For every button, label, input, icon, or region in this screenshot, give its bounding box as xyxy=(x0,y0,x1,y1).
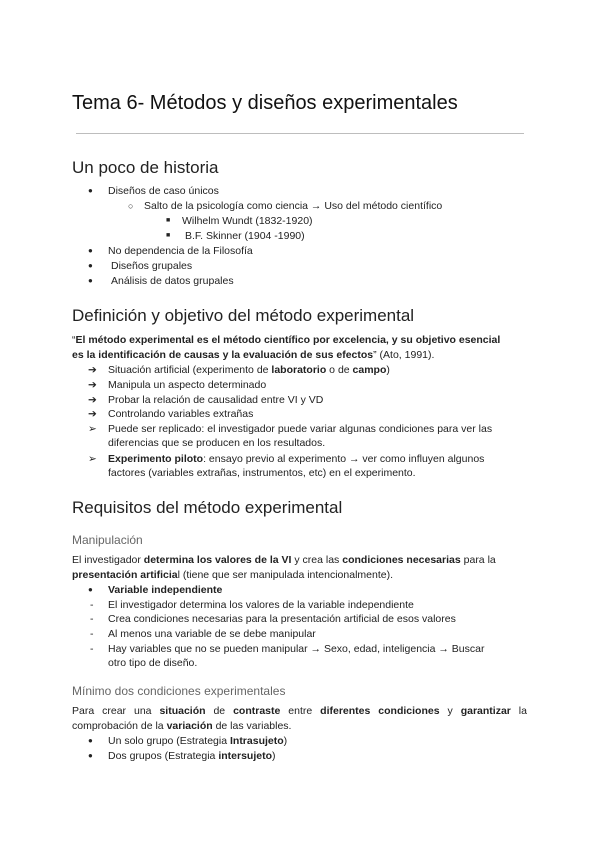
bullet-marker: ● xyxy=(88,585,93,594)
list-item: Dos grupos (Estrategia intersujeto) xyxy=(108,750,276,762)
list-item: Crea condiciones necesarias para la presentación artificial de esos valores xyxy=(108,613,456,625)
bullet-marker: ● xyxy=(88,261,93,270)
list-item: No dependencia de la Filosofía xyxy=(108,245,253,257)
bullet-marker: ● xyxy=(88,276,93,285)
page-title: Tema 6- Métodos y diseños experimentales xyxy=(72,92,458,114)
list-item-continuation: otro tipo de diseño. xyxy=(108,657,198,669)
arrow-marker: ➔ xyxy=(88,394,97,406)
arrowhead-marker: ➢ xyxy=(88,423,97,435)
section-heading-historia: Un poco de historia xyxy=(72,158,219,177)
list-item: Wilhelm Wundt (1832-1920) xyxy=(182,215,313,227)
circle-marker: ○ xyxy=(128,201,134,211)
arrow-marker: ➔ xyxy=(88,364,97,376)
definition-quote-line2: es la identificación de causas y la evaluación de sus efectos” (Ato, 1991). xyxy=(72,349,435,361)
list-item-variable-independiente: Variable independiente xyxy=(108,584,223,596)
title-divider xyxy=(76,133,524,134)
dash-marker: - xyxy=(90,613,94,625)
square-marker: ■ xyxy=(166,217,171,224)
list-item: El investigador determina los valores de la variable independiente xyxy=(108,599,414,611)
list-item: Diseños de caso únicos xyxy=(108,185,219,197)
list-item: Probar la relación de causalidad entre VI y VD xyxy=(108,394,324,406)
bullet-marker: ● xyxy=(88,751,93,760)
arrowhead-marker: ➢ xyxy=(88,453,97,465)
arrow-marker: ➔ xyxy=(88,379,97,391)
list-item: Experimento piloto: ensayo previo al experimento → ver como influyen algunos xyxy=(108,453,485,465)
list-item-continuation: factores (variables extrañas, instrumentos, etc) en el experimento. xyxy=(108,467,416,479)
list-item: Hay variables que no se pueden manipular → Sexo, edad, inteligencia → Buscar xyxy=(108,643,485,655)
list-item: Situación artificial (experimento de laboratorio o de campo) xyxy=(108,364,390,376)
arrow-marker: ➔ xyxy=(88,408,97,420)
list-item-continuation: diferencias que se producen en los resultados. xyxy=(108,437,326,449)
bullet-marker: ● xyxy=(88,736,93,745)
section-heading-requisitos: Requisitos del método experimental xyxy=(72,498,343,517)
bullet-marker: ● xyxy=(88,186,93,195)
list-item: Controlando variables extrañas xyxy=(108,408,254,420)
square-marker: ■ xyxy=(166,232,171,239)
manipulacion-paragraph: El investigador determina los valores de la VI y crea las condiciones necesarias para la presentación artificial (tiene que ser manipulada intencionalmente). xyxy=(72,554,496,581)
list-item: Un solo grupo (Estrategia Intrasujeto) xyxy=(108,735,288,747)
list-item: Al menos una variable de se debe manipular xyxy=(108,628,316,640)
dash-marker: - xyxy=(90,628,94,640)
subsection-heading-minimo-dos-condiciones: Mínimo dos condiciones experimentales xyxy=(72,684,286,698)
list-item: Análisis de datos grupales xyxy=(111,275,234,287)
dash-marker: - xyxy=(90,599,94,611)
list-item: B.F. Skinner (1904 -1990) xyxy=(185,230,305,242)
section-heading-definicion: Definición y objetivo del método experimental xyxy=(72,306,415,325)
list-item: Diseños grupales xyxy=(111,260,193,272)
list-item: Manipula un aspecto determinado xyxy=(108,379,267,391)
bullet-marker: ● xyxy=(88,246,93,255)
dash-marker: - xyxy=(90,643,94,655)
minimo-paragraph: Para crear una situación de contraste entre diferentes condiciones y garantizar la comprobación de la variación de las variables. xyxy=(72,705,527,732)
list-item: Salto de la psicología como ciencia → Uso del método científico xyxy=(144,200,443,212)
list-item: Puede ser replicado: el investigador puede variar algunas condiciones para ver las xyxy=(108,423,493,435)
definition-quote-line1: “El método experimental es el método científico por excelencia, y su objetivo esencial xyxy=(72,334,501,346)
subsection-heading-manipulacion: Manipulación xyxy=(72,533,143,547)
